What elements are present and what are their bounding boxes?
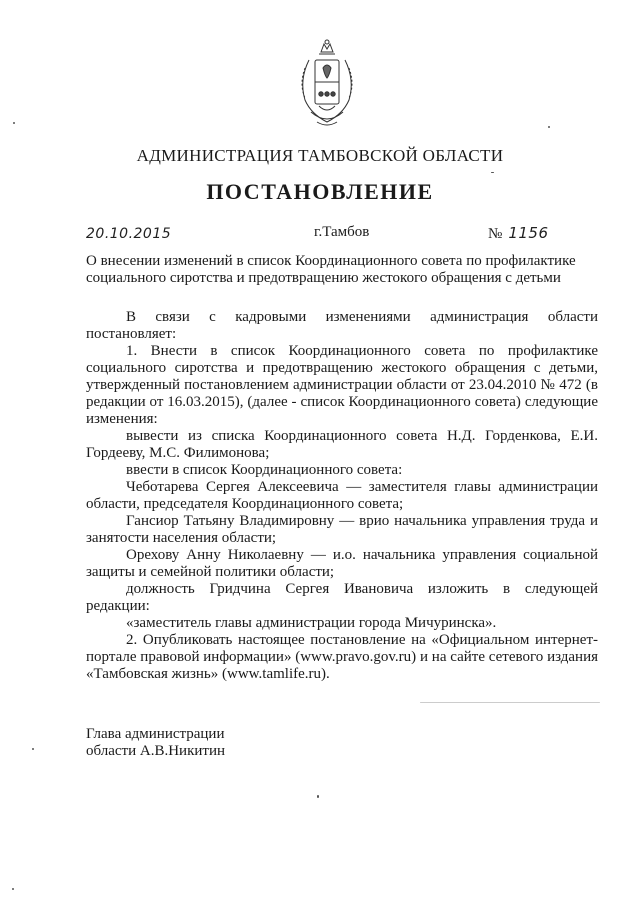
document-number: [488, 224, 549, 243]
signature-line: Глава администрации: [86, 726, 225, 742]
scan-speck: [491, 172, 494, 173]
subject-line: социального сиротства и предотвращению жестокого обращения с детьми: [86, 270, 561, 286]
city-name: г.Тамбов: [314, 224, 370, 240]
subject-line: О внесении изменений в список Координационного совета по профилактике: [86, 253, 576, 269]
document-title: ПОСТАНОВЛЕНИЕ: [206, 179, 434, 204]
scan-speck: [420, 702, 600, 703]
scan-speck: [13, 122, 15, 124]
body-paragraph: Чеботарева Сергея Алексеевича — заместителя главы администрации области, председателя Координационного совета;: [86, 479, 598, 512]
signature-block: [86, 726, 225, 760]
signature-line: области А.В.Никитин: [86, 743, 226, 759]
organization-name: АДМИНИСТРАЦИЯ ТАМБОВСКОЙ ОБЛАСТИ: [136, 146, 504, 165]
body-paragraph: «заместитель главы администрации города Мичуринска».: [126, 615, 497, 631]
body-paragraph: 1. Внести в список Координационного совета по профилактике социального сиротства и предотвращению жестокого обращения с детьми, утвержденный постановлением администрации области от 23.04.2010 № 472 (в редакции от 16.03.2015), (далее - список Координационного совета) следующие изменения:: [86, 343, 598, 427]
body-paragraph: должность Гридчина Сергея Ивановича изложить в следующей редакции:: [86, 581, 598, 614]
scan-speck: [548, 126, 550, 128]
document-body: [86, 309, 598, 683]
body-paragraph: 2. Опубликовать настоящее постановление на «Официальном интернет-портале правовой информации» (www.pravo.gov.ru) и на сайте сетевого издания «Тамбовская жизнь» (www.tamlife.ru).: [86, 632, 598, 682]
document-subject: [86, 253, 606, 287]
scan-speck: [32, 748, 34, 750]
coat-of-arms-emblem: [297, 38, 357, 136]
body-paragraph: вывести из списка Координационного совета Н.Д. Горденкова, Е.И. Гордееву, М.С. Филимонова;: [86, 428, 598, 461]
body-paragraph: ввести в список Координационного совета:: [126, 462, 403, 478]
scan-speck: [317, 795, 319, 798]
body-paragraph: Гансиор Татьяну Владимировну — врио начальника управления труда и занятости населения области;: [86, 513, 598, 546]
number-label: №: [488, 226, 503, 242]
handwritten-number: 1156: [508, 224, 549, 242]
handwritten-date: 20.10.2015: [86, 226, 172, 242]
body-paragraph: В связи с кадровыми изменениями администрация области постановляет:: [86, 309, 598, 342]
scan-speck: [12, 888, 14, 890]
body-paragraph: Орехову Анну Николаевну — и.о. начальника управления социальной защиты и семейной политики области;: [86, 547, 598, 580]
